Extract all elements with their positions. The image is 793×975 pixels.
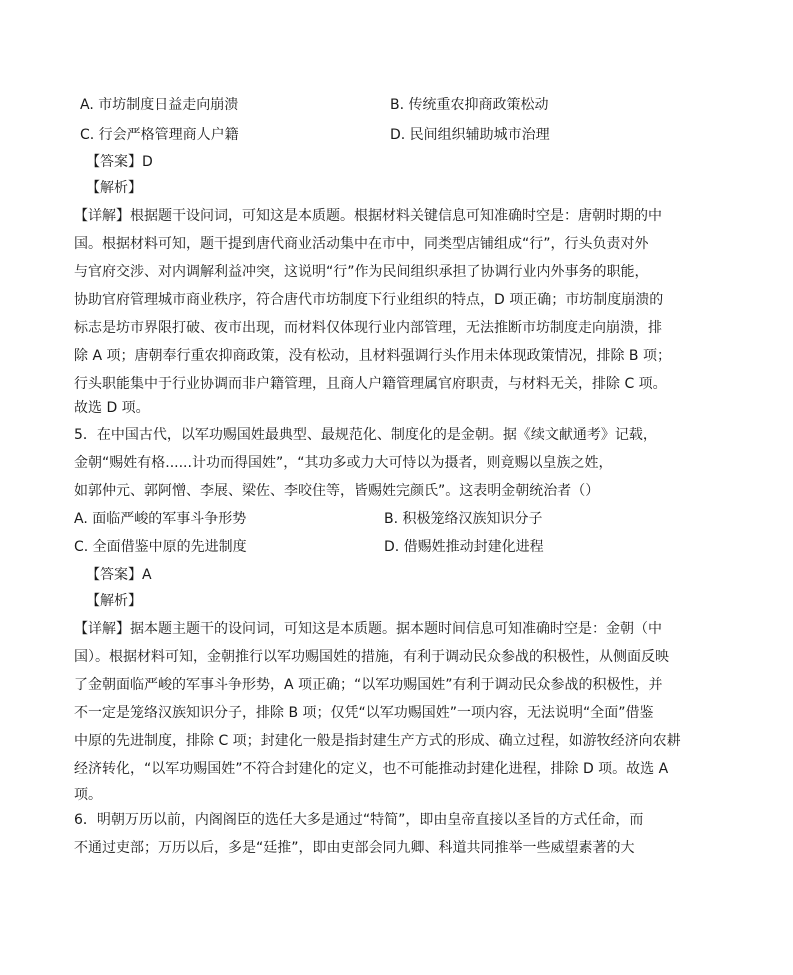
q4-analysis-label: 【解析】 [86, 180, 142, 196]
q5-option-a: A. 面临严峻的军事斗争形势 [74, 511, 247, 527]
q4-option-c: C. 行会严格管理商人户籍 [80, 127, 239, 143]
q4-detail-line: 国。根据材料可知，题干提到唐代商业活动集中在市中，同类型店铺组成“行”，行头负责对外 [74, 236, 649, 252]
q5-detail-line: 中原的先进制度，排除 C 项；封建化一般是指封建生产方式的形成、确立过程，如游牧经济向农耕 [74, 733, 681, 749]
q5-detail-line: 项。 [74, 787, 102, 803]
q4-option-d: D. 民间组织辅助城市治理 [390, 127, 550, 143]
q5-detail-line: 经济转化，“以军功赐国姓”不符合封建化的定义，也不可能推动封建化进程，排除 D 项。故选 A [74, 761, 669, 777]
q5-analysis-label: 【解析】 [86, 593, 142, 609]
q5-answer: 【答案】A [86, 567, 152, 583]
q4-detail-line: 【详解】根据题干设问词，可知这是本质题。根据材料关键信息可知准确时空是：唐朝时期的中 [74, 208, 662, 224]
q4-detail-line: 标志是坊市界限打破、夜市出现，而材料仅体现行业内部管理，无法推断市坊制度走向崩溃，排 [74, 320, 662, 336]
q5-detail-line: 不一定是笼络汉族知识分子，排除 B 项；仅凭“以军功赐国姓”一项内容，无法说明“全面”借鉴 [74, 705, 654, 721]
q4-answer: 【答案】D [86, 154, 153, 170]
q5-option-c: C. 全面借鉴中原的先进制度 [74, 539, 247, 555]
q5-stem-line: 如郭仲元、郭阿憎、李展、梁佐、李咬住等，皆赐姓完颜氏”。这表明金朝统治者（） [74, 483, 600, 499]
q4-detail-line: 协助官府管理城市商业秩序，符合唐代市坊制度下行业组织的特点，D 项正确；市坊制度崩溃的 [74, 292, 664, 308]
q4-detail-line: 行头职能集中于行业协调而非户籍管理，且商人户籍管理属官府职责，与材料无关，排除 C 项。 [74, 376, 667, 392]
q6-stem-line: 6．明朝万历以前，内阁阁臣的选任大多是通过“特简”，即由皇帝直接以圣旨的方式任命，而 [74, 812, 644, 828]
q5-option-b: B. 积极笼络汉族知识分子 [384, 511, 543, 527]
q4-option-b: B. 传统重农抑商政策松动 [390, 97, 549, 113]
q6-stem-line: 不通过吏部；万历以后，多是“廷推”，即由吏部会同九卿、科道共同推举一些威望素著的大 [74, 840, 635, 856]
q4-detail-line: 与官府交涉、对内调解利益冲突，这说明“行”作为民间组织承担了协调行业内外事务的职能， [74, 264, 649, 280]
q5-stem-line: 金朝“赐姓有格......计功而得国姓”，“其功多或力大可恃以为摄者，则竟赐以皇族之姓， [74, 455, 613, 471]
q4-detail-line: 故选 D 项。 [74, 400, 150, 416]
q4-option-a: A. 市坊制度日益走向崩溃 [80, 97, 239, 113]
q4-detail-line: 除 A 项；唐朝奉行重农抑商政策，没有松动，且材料强调行头作用未体现政策情况，排除 B 项； [74, 348, 671, 364]
q5-detail-line: 【详解】据本题主题干的设问词，可知这是本质题。据本题时间信息可知准确时空是：金朝（中 [74, 621, 662, 637]
q5-option-d: D. 借赐姓推动封建化进程 [384, 539, 544, 555]
q5-detail-line: 国）。根据材料可知，金朝推行以军功赐国姓的措施，有利于调动民众参战的积极性，从侧面反映 [74, 649, 669, 665]
q5-detail-line: 了金朝面临严峻的军事斗争形势，A 项正确；“以军功赐国姓”有利于调动民众参战的积极性，并 [74, 677, 663, 693]
q5-stem-line: 5．在中国古代，以军功赐国姓最典型、最规范化、制度化的是金朝。据《续文献通考》记载， [74, 427, 657, 443]
